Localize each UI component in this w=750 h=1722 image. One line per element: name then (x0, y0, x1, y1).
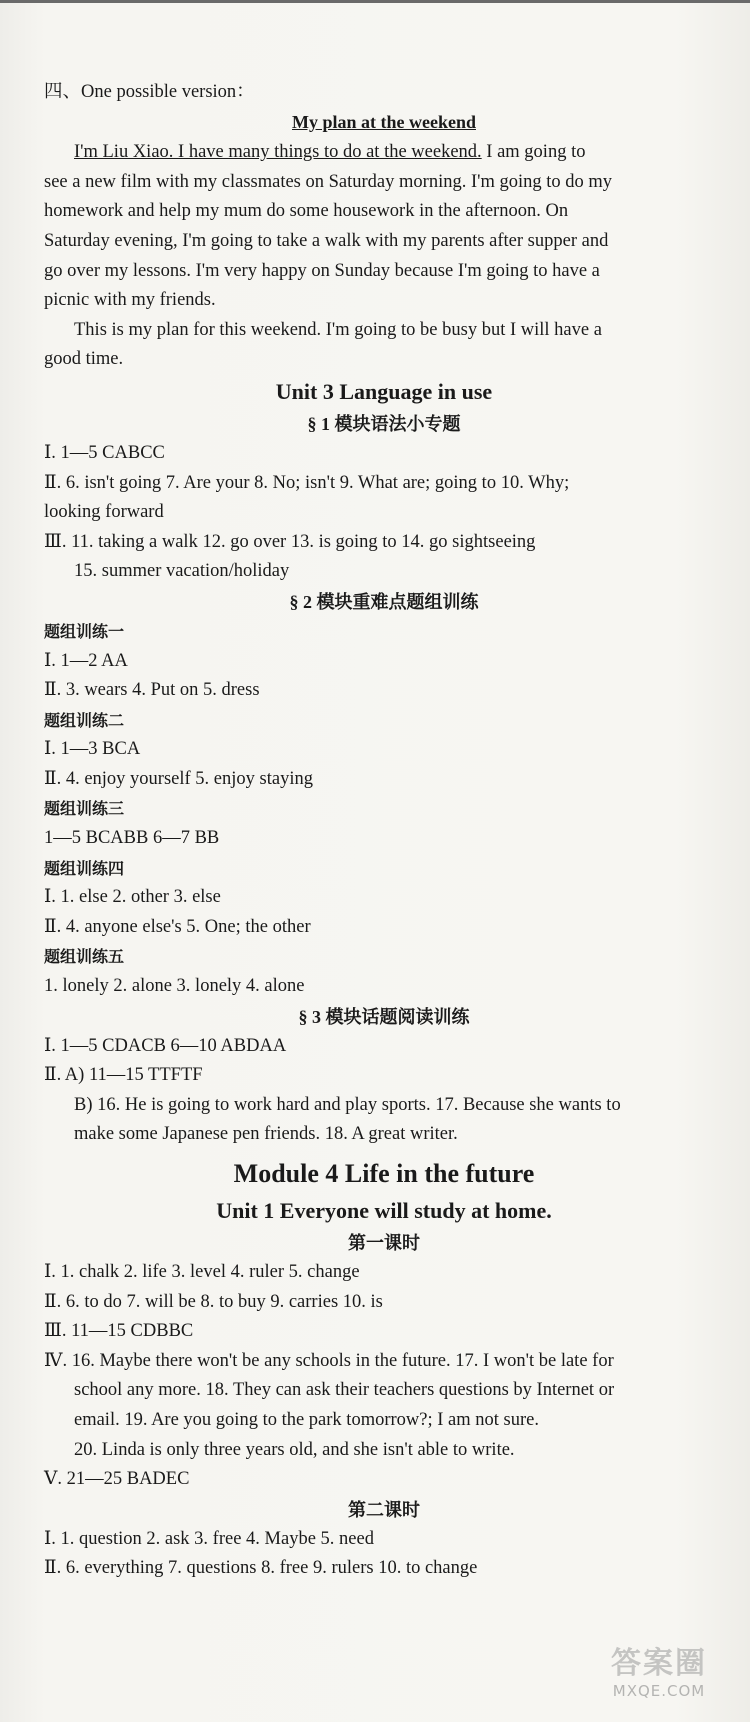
answer-line: Ⅳ. 16. Maybe there won't be any schools in the future. 17. I won't be late for (44, 1350, 614, 1371)
answer-line: Ⅲ. 11. taking a walk 12. go over 13. is going to 14. go sightseeing (44, 531, 536, 552)
answer-line: Ⅱ. 6. to do 7. will be 8. to buy 9. carries 10. is (44, 1291, 383, 1312)
answer-line: Ⅰ. 1. else 2. other 3. else (44, 887, 221, 908)
answer-line: Ⅰ. 1—3 BCA (44, 739, 141, 760)
essay-title-text: My plan at the weekend (292, 111, 476, 132)
essay-line: go over my lessons. I'm very happy on Sunday because I'm going to have a (44, 260, 600, 281)
essay-line: see a new film with my classmates on Saturday morning. I'm going to do my (44, 171, 613, 192)
essay-line (44, 138, 724, 168)
answer-line: Ⅲ. 11—15 CDBBC (44, 1321, 194, 1342)
answer-line: 15. summer vacation/holiday (74, 561, 290, 582)
watermark-logo (584, 1646, 734, 1708)
answer-line: Ⅱ. 4. enjoy yourself 5. enjoy staying (44, 768, 313, 789)
answer-line: looking forward (44, 502, 164, 523)
answer-line: 1—5 BCABB 6—7 BB (44, 828, 220, 849)
group-title: 题组训练一 (44, 621, 125, 641)
lesson-title: 第二课时 (348, 1499, 420, 1520)
module-title: Module 4 Life in the future (233, 1159, 535, 1188)
answer-line: email. 19. Are you going to the park tomorrow?; I am not sure. (74, 1409, 539, 1430)
unit-title: Unit 3 Language in use (275, 378, 493, 404)
lesson-title: 第一课时 (348, 1233, 420, 1253)
essay-line: homework and help my mum do some housework in the afternoon. On (44, 201, 569, 222)
answer-content (44, 78, 724, 1584)
essay-line: This is my plan for this weekend. I'm going to be busy but I will have a (74, 319, 602, 340)
essay-text: I am going to (481, 142, 586, 163)
group-title: 题组训练三 (44, 799, 125, 819)
answer-line: 20. Linda is only three years old, and she isn't able to write. (74, 1439, 515, 1460)
answer-line: Ⅰ. 1—2 AA (44, 650, 128, 671)
group-title: 题组训练二 (44, 710, 125, 730)
essay-line: Saturday evening, I'm going to take a walk with my parents after supper and (44, 230, 609, 251)
section-title: § 1 模块语法小专题 (307, 413, 461, 434)
answer-line: Ⅴ. 21—25 BADEC (44, 1469, 190, 1490)
section-title: § 3 模块话题阅读训练 (298, 1006, 470, 1027)
group-title: 题组训练五 (44, 947, 125, 967)
top-border (0, 0, 750, 3)
unit-title: Unit 1 Everyone will study at home. (216, 1198, 552, 1223)
group-title: 题组训练四 (44, 858, 125, 878)
answer-line: 1. lonely 2. alone 3. lonely 4. alone (44, 976, 305, 997)
essay-line: picnic with my friends. (44, 290, 216, 311)
essay-underlined: I'm Liu Xiao. I have many things to do at the weekend. (74, 142, 482, 163)
answer-line: make some Japanese pen friends. 18. A great writer. (74, 1124, 458, 1145)
answer-line: school any more. 18. They can ask their teachers questions by Internet or (74, 1380, 615, 1401)
section-title: § 2 模块重难点题组训练 (289, 591, 479, 612)
answer-line: Ⅱ. 4. anyone else's 5. One; the other (44, 916, 311, 937)
answer-line: Ⅱ. 6. isn't going 7. Are your 8. No; isn't 9. What are; going to 10. Why; (44, 472, 570, 493)
answer-line: Ⅰ. 1—5 CABCC (44, 442, 165, 463)
answer-line: Ⅱ. 6. everything 7. questions 8. free 9. rulers 10. to change (44, 1558, 478, 1579)
section4-label: 四、One possible version： (44, 82, 255, 102)
answer-line: Ⅱ. 3. wears 4. Put on 5. dress (44, 680, 260, 701)
answer-line: Ⅱ. A) 11—15 TTFTF (44, 1065, 203, 1086)
answer-line: B) 16. He is going to work hard and play sports. 17. Because she wants to (74, 1094, 621, 1115)
essay-title (44, 108, 724, 139)
answer-line: Ⅰ. 1—5 CDACB 6—10 ABDAA (44, 1035, 287, 1056)
answer-line: Ⅰ. 1. chalk 2. life 3. level 4. ruler 5. change (44, 1262, 360, 1282)
essay-line: good time. (44, 349, 124, 370)
watermark-url: MXQE.COM (612, 1682, 706, 1700)
answer-line: Ⅰ. 1. question 2. ask 3. free 4. Maybe 5. need (44, 1528, 374, 1549)
watermark-text: 答案圈 (611, 1646, 707, 1681)
